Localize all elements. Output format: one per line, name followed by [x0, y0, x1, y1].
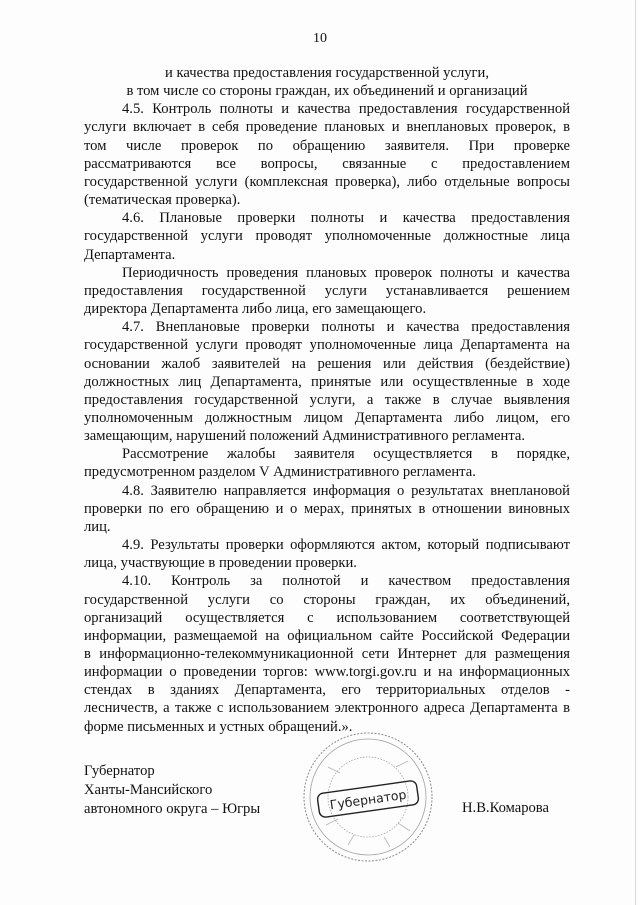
text-line: и качества предоставления государственной услуги,: [165, 65, 489, 81]
text-line: уполномоченным должностным лицом Департамента либо лицом, его: [84, 409, 570, 426]
text-line: лиц.: [84, 518, 111, 535]
text-line: рассматриваются все вопросы, связанные с предоставлением: [84, 155, 570, 172]
document-body: [84, 64, 570, 736]
text-line: Периодичность проведения плановых проверок полноты и качества: [122, 264, 570, 281]
text-line: в том числе со стороны граждан, их объединений и организаций: [126, 83, 528, 100]
text-line: основании жалоб заявителей на решения или действия (бездействие): [84, 355, 570, 372]
text-line: 4.9. Результаты проверки оформляются актом, который подписывают: [122, 537, 570, 554]
text-line: том числе проверок по обращению заявителя. При проверке: [84, 137, 570, 154]
text-line: лесничеств, а также с использованием электронного адреса Департамента в: [84, 700, 570, 717]
text-line: Департамента.: [84, 246, 176, 263]
text-line: информации, размещаемой на официальном сайте Российской Федерации: [84, 627, 570, 644]
text-line: в информационно-телекоммуникационной сети Интернет для размещения: [84, 646, 570, 662]
text-line: директора Департамента либо лица, его замещающего.: [84, 301, 427, 318]
text-line: государственной услуги проводят уполномоченные лица Департамента на: [84, 337, 570, 354]
page-edge: [635, 0, 636, 905]
text-line: предоставления государственной услуги устанавливается решением: [84, 282, 570, 299]
text-line: государственной услуги проводят уполномоченные должностные лица: [84, 228, 570, 245]
text-line: предоставления государственной услуги, а также в случае выявления: [84, 391, 570, 408]
text-line: 4.8. Заявителю направляется информация о результатах внеплановой: [122, 482, 570, 499]
seal-label: Губернатор: [328, 786, 408, 813]
text-line: 4.10. Контроль за полнотой и качеством предоставления: [122, 573, 570, 590]
text-line: информации о проведении торгов: www.torgi.gov.ru и на информационных: [84, 664, 570, 681]
signatory-name: Н.В.Комарова: [462, 800, 549, 816]
text-line: государственной услуги со стороны граждан, их объединений,: [84, 591, 570, 608]
text-line: замещающим, нарушений положений Административного регламента.: [84, 428, 526, 445]
signatory-position: [84, 762, 260, 819]
text-line: 4.5. Контроль полноты и качества предоставления государственной: [122, 101, 570, 118]
text-line: стендах в зданиях Департамента, его территориальных отделов -: [84, 682, 570, 699]
text-line: 4.7. Внеплановые проверки полноты и качества предоставления: [122, 319, 570, 336]
text-line: форме письменных и устных обращений.».: [84, 718, 353, 735]
text-line: государственной услуги (комплексная проверка), либо отдельные вопросы: [84, 173, 570, 190]
signatory-position-line: Губернатор: [84, 763, 155, 779]
official-seal: [298, 727, 438, 867]
text-line: (тематическая проверка).: [84, 192, 241, 209]
text-line: 4.6. Плановые проверки полноты и качества предоставления: [122, 210, 570, 227]
text-line: услуги включает в себя проведение плановых и внеплановых проверок, в: [84, 119, 570, 136]
text-line: Рассмотрение жалобы заявителя осуществляется в порядке,: [122, 446, 570, 463]
text-line: должностных лиц Департамента, принятые или осуществленные в ходе: [84, 373, 570, 390]
signatory-position-line: автономного округа – Югры: [84, 801, 261, 817]
text-line: предусмотренном разделом V Административного регламента.: [84, 464, 476, 481]
text-line: проверки по его обращению и о мерах, принятых в отношении виновных: [84, 500, 570, 517]
text-line: организаций осуществляется с использованием соответствующей: [84, 609, 570, 626]
page-number: 10: [313, 31, 327, 46]
signatory-position-line: Ханты-Мансийского: [84, 782, 213, 798]
text-line: лица, участвующие в проведении проверки.: [84, 555, 357, 572]
